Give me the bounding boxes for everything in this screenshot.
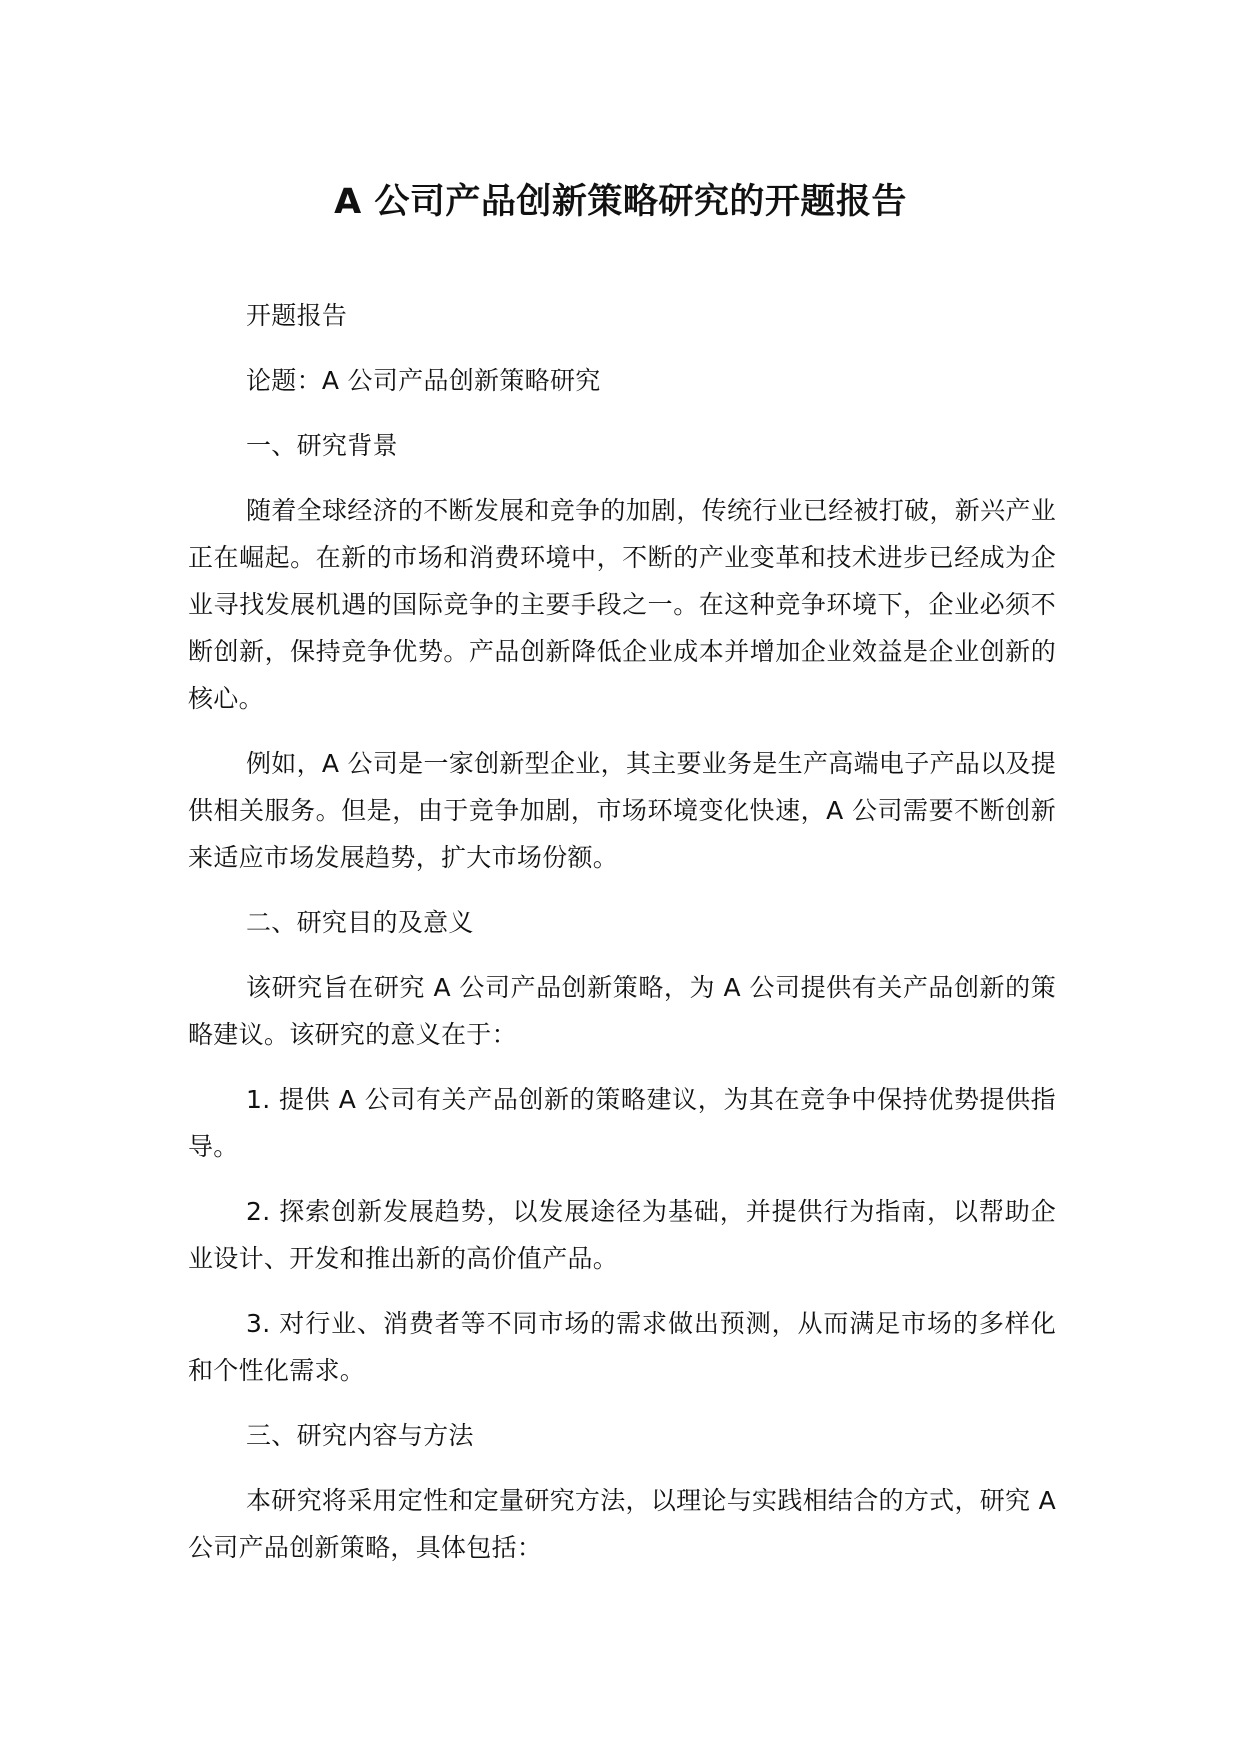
section-heading-methods: 三、研究内容与方法 [246, 1421, 474, 1450]
paragraph-report-label: 开题报告 [246, 301, 348, 330]
paragraph-methods: 本研究将采用定性和定量研究方法，以理论与实践相结合的方式，研究 A 公司产品创新策略，具体包括： [188, 1486, 1056, 1562]
paragraph-example: 例如，A 公司是一家创新型企业，其主要业务是生产高端电子产品以及提供相关服务。但是，由于竞争加剧，市场环境变化快速，A 公司需要不断创新来适应市场发展趋势，扩大市场份额。 [188, 749, 1056, 872]
list-item-3: 3. 对行业、消费者等不同市场的需求做出预测，从而满足市场的多样化和个性化需求。 [188, 1309, 1056, 1385]
section-heading-purpose: 二、研究目的及意义 [246, 908, 474, 937]
document-body [188, 292, 1056, 1589]
paragraph-background: 随着全球经济的不断发展和竞争的加剧，传统行业已经被打破，新兴产业正在崛起。在新的市场和消费环境中，不断的产业变革和技术进步已经成为企业寻找发展机遇的国际竞争的主要手段之一。在这种竞争环境下，企业必须不断创新，保持竞争优势。产品创新降低企业成本并增加企业效益是企业创新的核心。 [188, 496, 1056, 713]
list-item-2: 2. 探索创新发展趋势，以发展途径为基础，并提供行为指南，以帮助企业设计、开发和推出新的高价值产品。 [188, 1197, 1056, 1273]
section-heading-background: 一、研究背景 [246, 431, 398, 460]
paragraph-purpose: 该研究旨在研究 A 公司产品创新策略，为 A 公司提供有关产品创新的策略建议。该研究的意义在于： [188, 973, 1056, 1049]
document-title: A 公司产品创新策略研究的开题报告 [334, 182, 907, 222]
paragraph-topic: 论题：A 公司产品创新策略研究 [246, 366, 601, 395]
list-item-1: 1. 提供 A 公司有关产品创新的策略建议，为其在竞争中保持优势提供指导。 [188, 1085, 1056, 1161]
